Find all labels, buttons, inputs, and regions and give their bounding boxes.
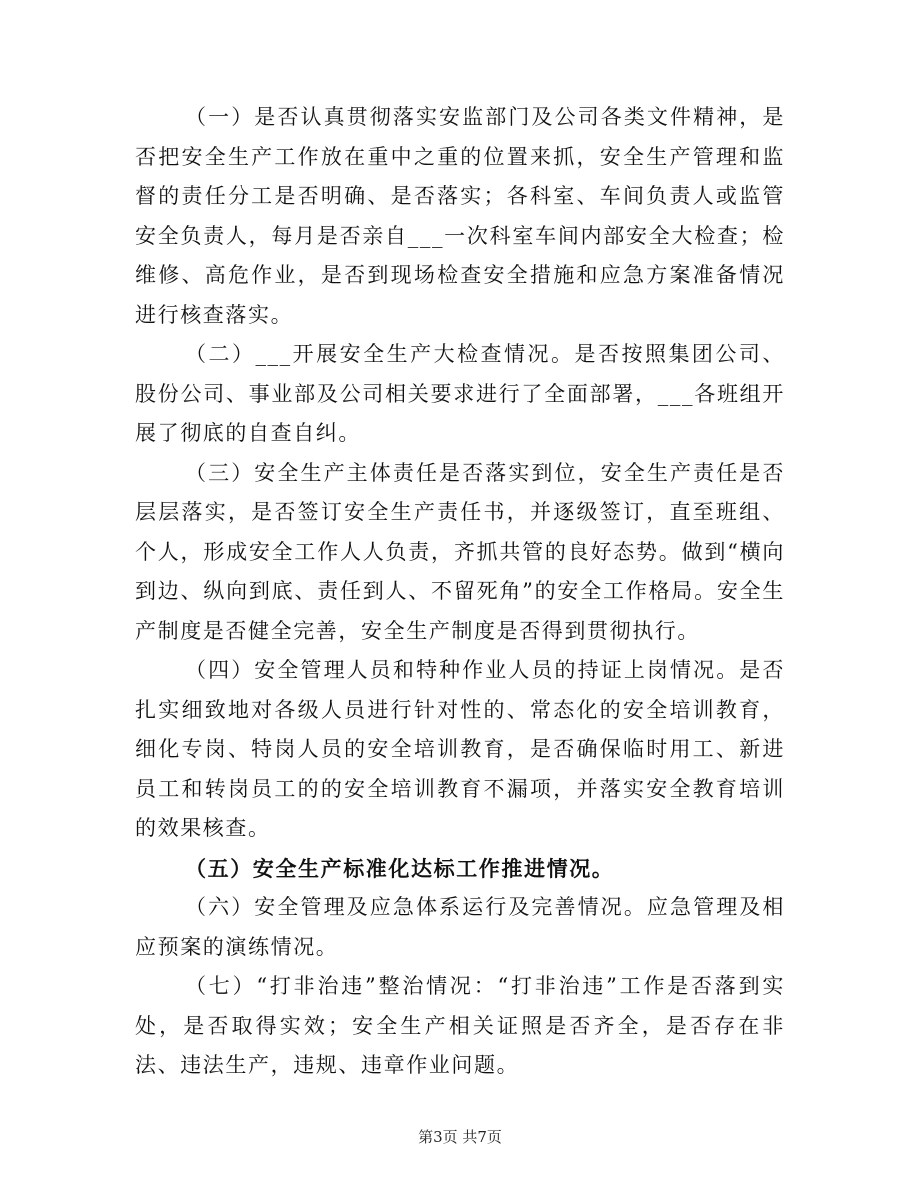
paragraph-6: （六）安全管理及应急体系运行及完善情况。应急管理及相应预案的演练情况。 xyxy=(135,895,785,959)
paragraph-5-heading: （五）安全生产标准化达标工作推进情况。 xyxy=(185,855,615,881)
paragraph-1: （一）是否认真贯彻落实安监部门及公司各类文件精神，是否把安全生产工作放在重中之重的位置来抓，安全生产管理和监督的责任分工是否明确、是否落实；各科室、车间负责人或监管安全负责人，每月是否亲自___一次科室车间内部安全大检查；检维修、高危作业，是否到现场检查安全措施和应急方案准备情况进行核查落实。 xyxy=(135,105,785,327)
page-number-footer: 第3页 共7页 xyxy=(418,1128,502,1146)
paragraph-3: （三）安全生产主体责任是否落实到位，安全生产责任是否层层落实，是否签订安全生产责任书，并逐级签订，直至班组、个人，形成安全工作人人负责，齐抓共管的良好态势。做到“横向到边、纵向到底、责任到人、不留死角”的安全工作格局。安全生产制度是否健全完善，安全生产制度是否得到贯彻执行。 xyxy=(135,460,785,643)
document-body xyxy=(135,98,785,1086)
paragraph-2: （二）___开展安全生产大检查情况。是否按照集团公司、股份公司、事业部及公司相关要求进行了全面部署，___各班组开展了彻底的自查自纠。 xyxy=(135,342,785,445)
paragraph-4: （四）安全管理人员和特种作业人员的持证上岗情况。是否扎实细致地对各级人员进行针对性的、常态化的安全培训教育，细化专岗、特岗人员的安全培训教育，是否确保临时用工、新进员工和转岗员工的的安全培训教育不漏项，并落实安全教育培训的效果核查。 xyxy=(135,658,785,840)
paragraph-7: （七）“打非治违”整治情况：“打非治违”工作是否落到实处，是否取得实效；安全生产相关证照是否齐全，是否存在非法、违法生产，违规、违章作业问题。 xyxy=(135,974,785,1077)
